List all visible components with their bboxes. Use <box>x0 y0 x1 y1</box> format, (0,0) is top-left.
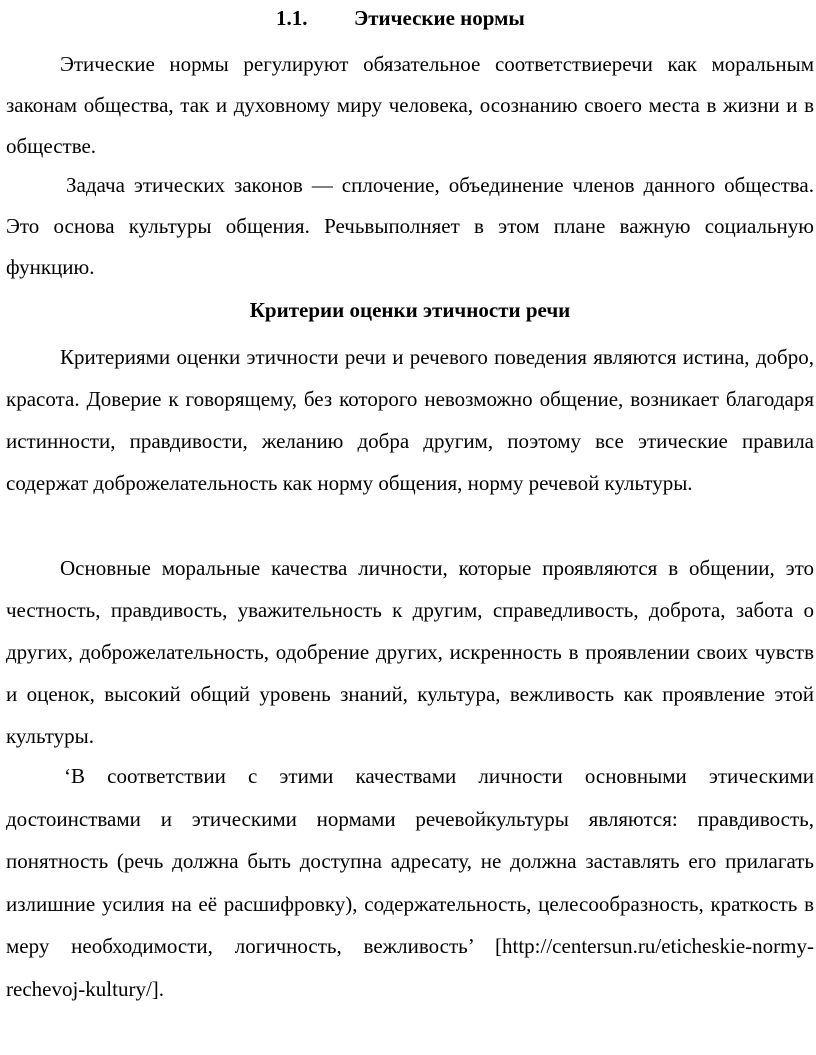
section-heading <box>276 6 525 30</box>
paragraph-ethical-laws-task: Задача этических законов — сплочение, объединение членов данного общества. Это основа культуры общения. Речьвыполняет в этом плане важную социальную функцию. <box>6 173 814 279</box>
document-page <box>6 0 814 1055</box>
subheading-criteria: Критерии оценки этичности речи <box>249 298 571 322</box>
paragraph-ethical-norms: Этические нормы регулируют обязательное соответствиеречи как моральным законам общества, так и духовному миру человека, осознанию своего места в жизни и в обществе. <box>6 52 814 158</box>
paragraph-criteria: Критериями оценки этичности речи и речевого поведения являются истина, добро, красота. Доверие к говорящему, без которого невозможно общение, возникает благодаря истинности, правдивости, желанию добра другим, поэтому все этические правила содержат доброжелательность как норму общения, норму речевой культуры. <box>6 345 814 495</box>
section-title: Этические нормы <box>354 6 525 30</box>
paragraph-quote-with-source: ‘В соответствии с этими качествами личности основными этическими достоинствами и этическими нормами речевойкультуры являются: правдивость, понятность (речь должна быть доступна адресату, не должна заставлять его прилагать излишние усилия на её расшифровку), содержательность, целесообразность, краткость в меру необходимости, логичность, вежливость’ [http://centersun.ru/eticheskie-normy-rechevoj-kultury/]. <box>6 764 814 1001</box>
paragraph-moral-qualities: Основные моральные качества личности, которые проявляются в общении, это честность, правдивость, уважительность к другим, справедливость, доброта, забота о других, доброжелательность, одобрение других, искренность в проявлении своих чувств и оценок, высокий общий уровень знаний, культура, вежливость как проявление этой культуры. <box>6 556 814 748</box>
section-number: 1.1. <box>276 6 308 30</box>
